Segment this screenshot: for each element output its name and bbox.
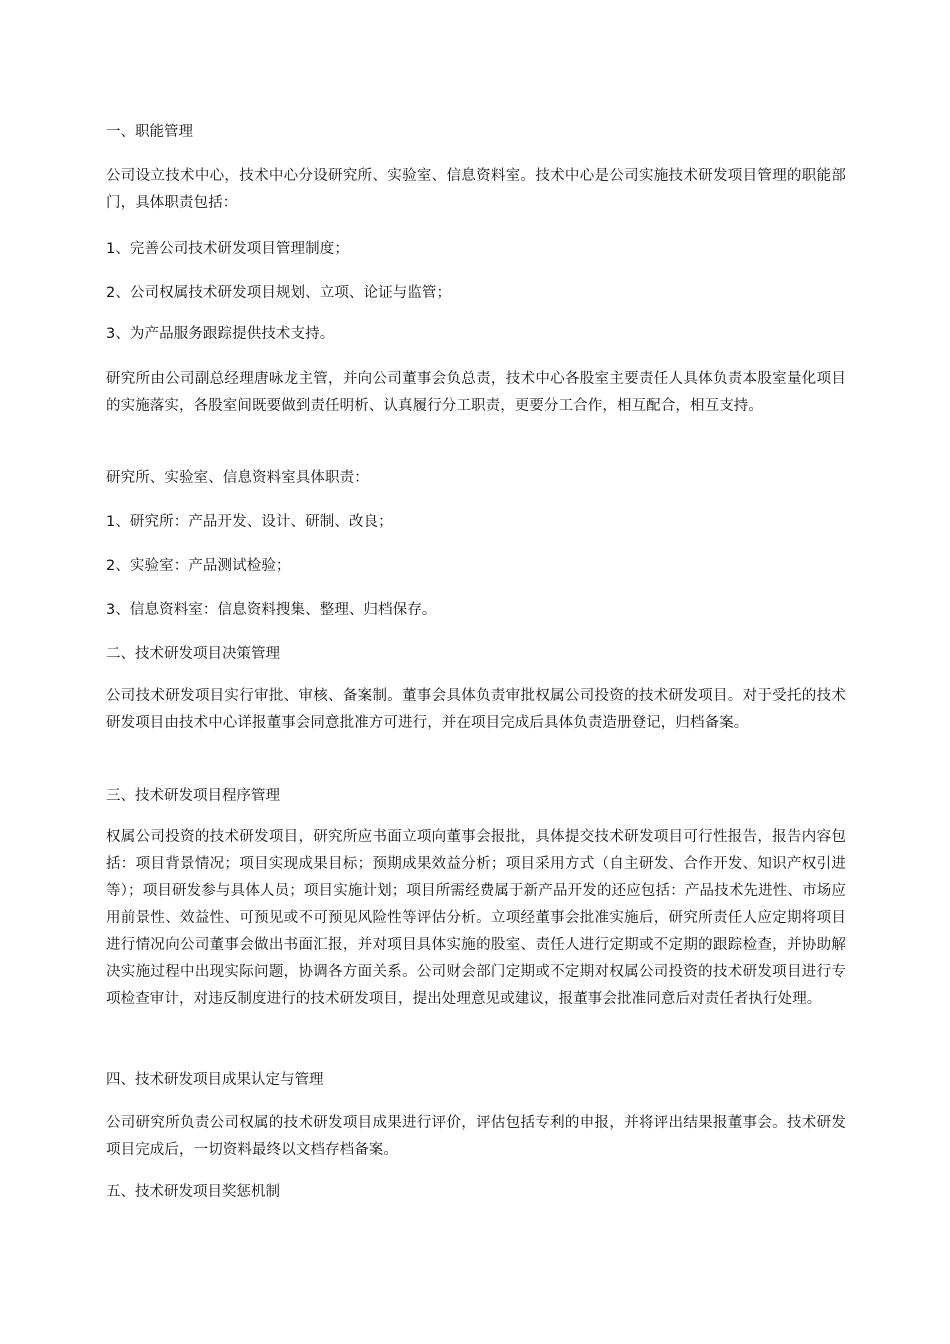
section-heading-4: 四、技术研发项目成果认定与管理 — [106, 1072, 324, 1088]
list-item-3: 3、为产品服务跟踪提供技术支持。 — [106, 326, 335, 342]
section-heading-1: 一、职能管理 — [106, 124, 193, 140]
list-item-institute: 1、研究所：产品开发、设计、研制、改良； — [106, 514, 393, 530]
paragraph-tech-center: 公司设立技术中心，技术中心分设研究所、实验室、信息资料室。技术中心是公司实施技术研发项目管理的职能部门，具体职责包括： — [106, 168, 846, 211]
section-heading-5: 五、技术研发项目奖惩机制 — [106, 1184, 280, 1200]
list-item-lab: 2、实验室：产品测试检验； — [106, 558, 291, 574]
paragraph-decision: 公司技术研发项目实行审批、审核、备案制。董事会具体负责审批权属公司投资的技术研发项目。对于受托的技术研发项目由技术中心详报董事会同意批准方可进行，并在项目完成后具体负责造册登记，归档备案。 — [106, 688, 846, 731]
list-item-1: 1、完善公司技术研发项目管理制度； — [106, 241, 349, 257]
list-item-info-room: 3、信息资料室：信息资料搜集、整理、归档保存。 — [106, 602, 437, 618]
section-heading-3: 三、技术研发项目程序管理 — [106, 788, 280, 804]
paragraph-institute: 研究所由公司副总经理唐咏龙主管，并向公司董事会负总责，技术中心各股室主要责任人具体负责本股室量化项目的实施落实，各股室间既要做到责任明析、认真履行分工职责，更要分工合作，相互配合，相互支持。 — [106, 371, 846, 414]
paragraph-procedure: 权属公司投资的技术研发项目，研究所应书面立项向董事会报批，具体提交技术研发项目可行性报告，报告内容包括：项目背景情况；项目实现成果目标；预期成果效益分析；项目采用方式（自主研发、合作开发、知识产权引进等）；项目研发参与具体人员；项目实施计划；项目所需经费属于新产品开发的还应包括：产品技术先进性、市场应用前景性、效益性、可预见或不可预见风险性等评估分析。立项经董事会批准实施后，研究所责任人应定期将项目进行情况向公司董事会做出书面汇报，并对项目具体实施的股室、责任人进行定期或不定期的跟踪检查，并协助解决实施过程中出现实际问题，协调各方面关系。公司财会部门定期或不定期对权属公司投资的技术研发项目进行专项检查审计，对违反制度进行的技术研发项目，提出处理意见或建议，报董事会批准同意后对责任者执行处理。 — [106, 829, 846, 1007]
section-heading-2: 二、技术研发项目决策管理 — [106, 646, 280, 662]
list-item-2: 2、公司权属技术研发项目规划、立项、论证与监管； — [106, 285, 452, 301]
paragraph-results: 公司研究所负责公司权属的技术研发项目成果进行评价，评估包括专利的申报，并将评出结果报董事会。技术研发项目完成后，一切资料最终以文档存档备案。 — [106, 1115, 846, 1158]
paragraph-duties-intro: 研究所、实验室、信息资料室具体职责： — [106, 470, 369, 486]
